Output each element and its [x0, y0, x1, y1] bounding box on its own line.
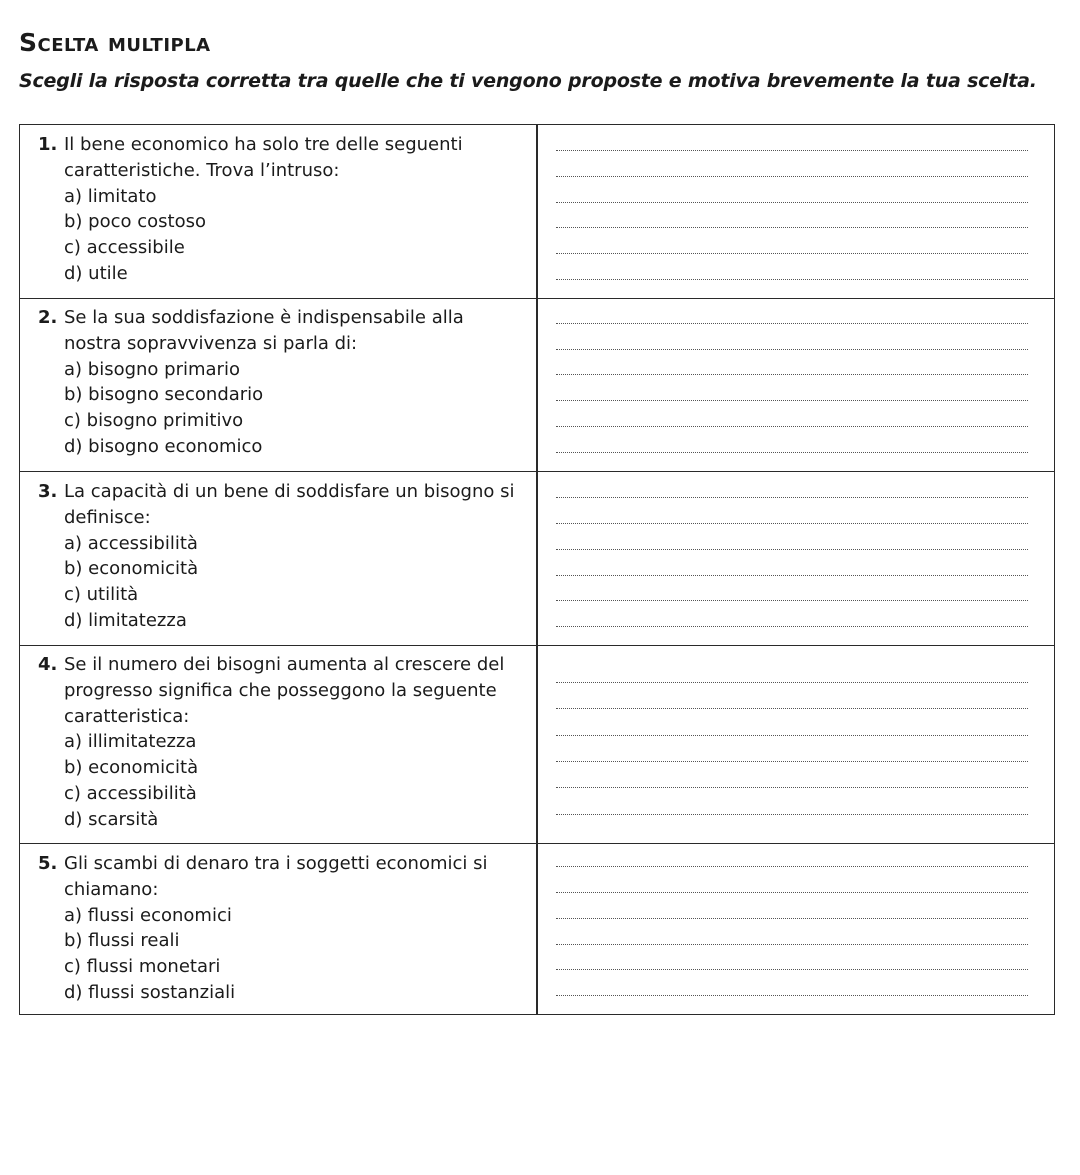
question-1 [20, 132, 520, 287]
question-1-option-a[interactable]: a) limitato [64, 185, 157, 207]
question-2-number: 2. [38, 307, 58, 328]
question-5 [20, 851, 520, 1006]
answer-line[interactable] [556, 497, 1028, 498]
question-1-number: 1. [38, 134, 58, 155]
question-4-number: 4. [38, 654, 58, 675]
answer-line[interactable] [556, 523, 1028, 524]
question-2-text [20, 305, 520, 357]
answer-line[interactable] [556, 400, 1028, 401]
question-5-option-c[interactable]: c) flussi monetari [64, 956, 221, 978]
answer-line[interactable] [556, 969, 1028, 970]
answer-line[interactable] [556, 426, 1028, 427]
answer-line[interactable] [556, 150, 1028, 151]
question-2-option-a[interactable]: a) bisogno primario [64, 358, 240, 380]
answer-line[interactable] [556, 735, 1028, 736]
question-3 [20, 479, 520, 634]
question-3-option-b[interactable]: b) economicità [64, 558, 199, 580]
question-row-3 [20, 471, 1054, 646]
question-1-text [20, 132, 520, 184]
questions-table [19, 124, 1055, 1015]
answer-line[interactable] [556, 452, 1028, 453]
question-4-prompt: Se il numero dei bisogni aumenta al crescere del progresso significa che posseggono la seguente caratteristica: [64, 654, 505, 727]
question-3-option-c[interactable]: c) utilità [64, 584, 139, 606]
question-5-option-d[interactable]: d) flussi sostanziali [64, 981, 236, 1003]
answer-line[interactable] [556, 918, 1028, 919]
question-1-option-d[interactable]: d) utile [64, 262, 128, 284]
exercise-title: Scelta multipla [19, 28, 211, 57]
answer-line[interactable] [556, 626, 1028, 627]
question-3-option-d[interactable]: d) limitatezza [64, 609, 187, 631]
answer-line[interactable] [556, 787, 1028, 788]
answer-line[interactable] [556, 176, 1028, 177]
question-3-text [20, 479, 520, 531]
answer-line[interactable] [556, 253, 1028, 254]
answer-line[interactable] [556, 323, 1028, 324]
answer-line[interactable] [556, 682, 1028, 683]
answer-line[interactable] [556, 814, 1028, 815]
question-1-option-b[interactable]: b) poco costoso [64, 211, 206, 233]
question-3-option-a[interactable]: a) accessibilità [64, 532, 198, 554]
answer-line[interactable] [556, 708, 1028, 709]
question-4-option-c[interactable]: c) accessibilità [64, 782, 197, 804]
question-5-option-a[interactable]: a) flussi economici [64, 904, 232, 926]
exercise-instructions: Scegli la risposta corretta tra quelle che ti vengono proposte e motiva brevemente la tua scelta. [19, 70, 1037, 92]
question-3-prompt: La capacità di un bene di soddisfare un bisogno si definisce: [64, 481, 515, 528]
question-row-2 [20, 298, 1054, 472]
answer-line[interactable] [556, 761, 1028, 762]
question-row-4 [20, 645, 1054, 844]
question-row-5 [20, 843, 1054, 1016]
answer-line[interactable] [556, 349, 1028, 350]
question-4 [20, 652, 520, 833]
question-4-option-b[interactable]: b) economicità [64, 757, 199, 779]
question-2 [20, 305, 520, 460]
question-5-prompt: Gli scambi di denaro tra i soggetti economici si chiamano: [64, 853, 488, 900]
question-4-option-a[interactable]: a) illimitatezza [64, 731, 197, 753]
question-5-number: 5. [38, 853, 58, 874]
answer-line[interactable] [556, 279, 1028, 280]
question-1-option-c[interactable]: c) accessibile [64, 237, 185, 259]
answer-line[interactable] [556, 227, 1028, 228]
answer-line[interactable] [556, 549, 1028, 550]
answer-line[interactable] [556, 866, 1028, 867]
question-3-number: 3. [38, 481, 58, 502]
question-5-option-b[interactable]: b) flussi reali [64, 930, 180, 952]
question-2-option-c[interactable]: c) bisogno primitivo [64, 410, 244, 432]
question-5-text [20, 851, 520, 903]
answer-line[interactable] [556, 575, 1028, 576]
question-4-option-d[interactable]: d) scarsità [64, 808, 159, 830]
question-2-option-d[interactable]: d) bisogno economico [64, 435, 263, 457]
question-2-option-b[interactable]: b) bisogno secondario [64, 384, 264, 406]
question-row-1 [20, 125, 1054, 298]
answer-line[interactable] [556, 995, 1028, 996]
answer-line[interactable] [556, 202, 1028, 203]
question-1-prompt: Il bene economico ha solo tre delle seguenti caratteristiche. Trova l’intruso: [64, 134, 463, 181]
answer-line[interactable] [556, 600, 1028, 601]
answer-line[interactable] [556, 374, 1028, 375]
answer-line[interactable] [556, 944, 1028, 945]
question-4-text [20, 652, 520, 729]
question-2-prompt: Se la sua soddisfazione è indispensabile alla nostra sopravvivenza si parla di: [64, 307, 464, 354]
answer-line[interactable] [556, 892, 1028, 893]
